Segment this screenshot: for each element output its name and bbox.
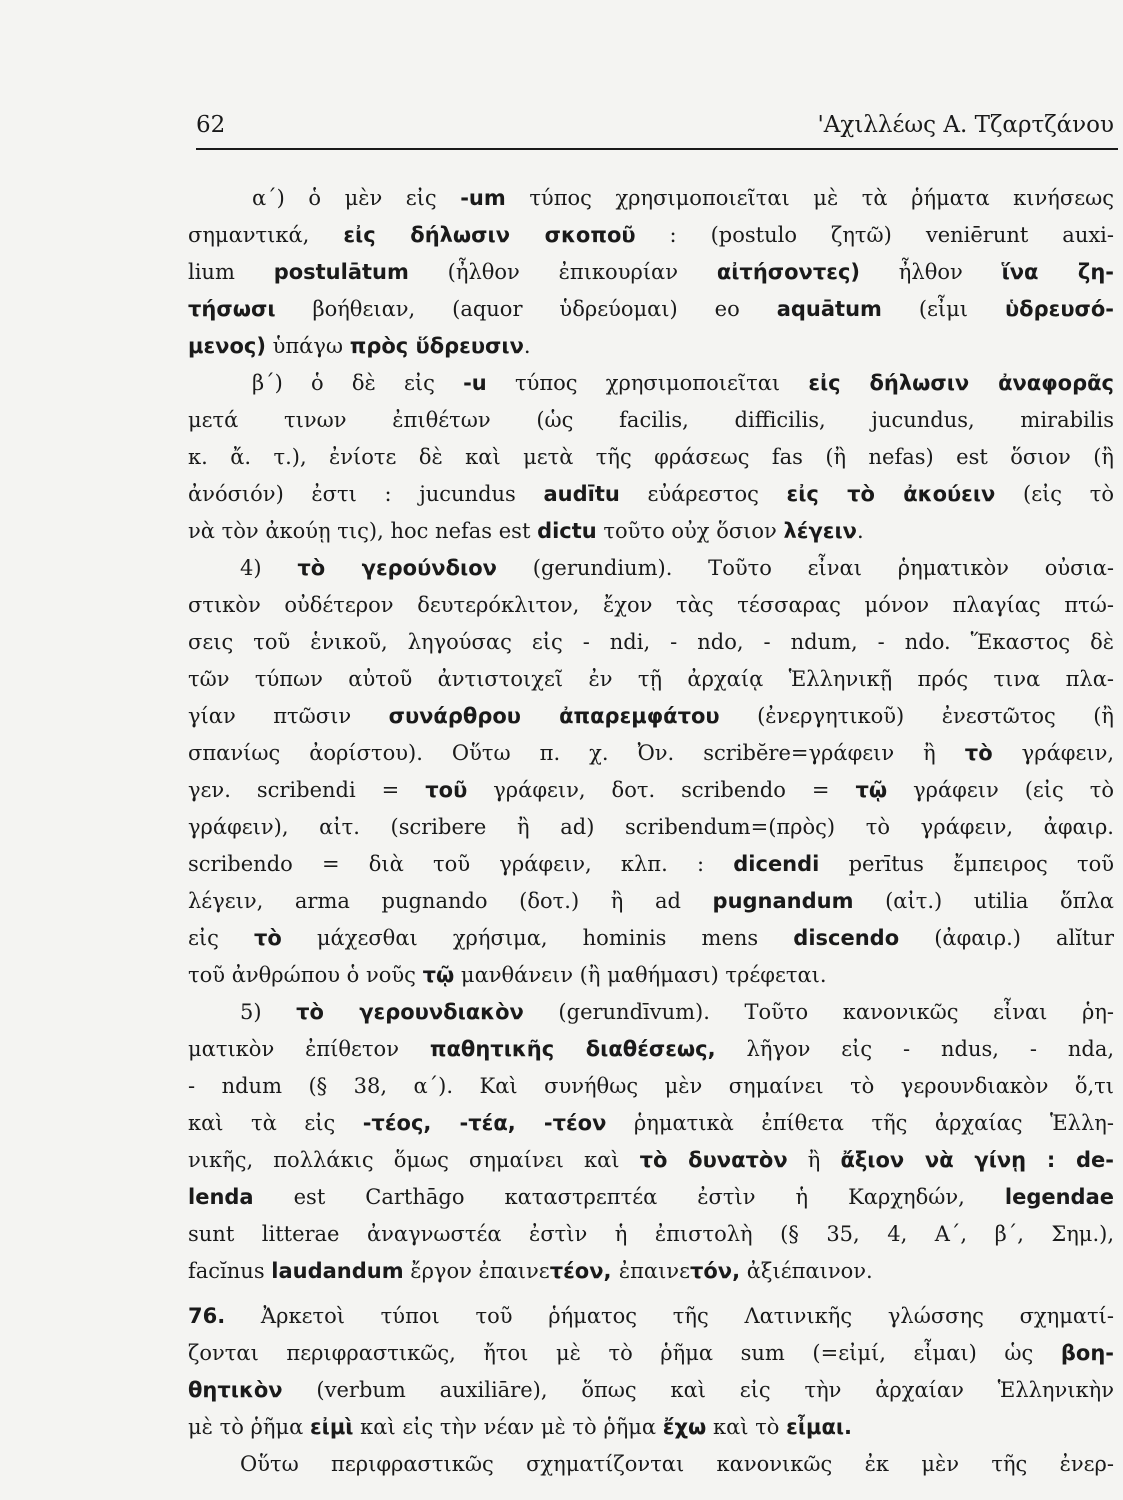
- text-line: [188, 550, 1114, 587]
- text-run: σημαντικά,: [188, 223, 344, 247]
- text-line: [188, 254, 1114, 291]
- text-line: [188, 439, 1114, 476]
- text-line: [188, 624, 1114, 661]
- bold-term: postulātum: [273, 260, 409, 284]
- text-line: [188, 809, 1114, 846]
- text-run: (αἰτ.) utilia ὅπλα: [853, 889, 1114, 913]
- text-run: νὰ τὸν ἀκούῃ τις), hoc nefas est: [188, 519, 538, 543]
- bold-term: τέον,: [549, 1259, 619, 1283]
- bold-term: εἰς δήλωσιν ἀναφορᾶς: [808, 371, 1114, 395]
- bold-term: τὸ γερούνδιον: [297, 556, 497, 580]
- bold-term: εἰς τὸ ἀκούειν: [786, 482, 996, 506]
- bold-term: ὑδρευσό-: [1004, 297, 1114, 321]
- text-line: [188, 1253, 1114, 1290]
- text-run: (ἐνεργητικοῦ) ἐνεστῶτος (ἢ: [719, 704, 1114, 728]
- text-line: [188, 1335, 1114, 1372]
- bold-term: dicendi: [733, 852, 820, 876]
- bold-term: θητικὸν: [188, 1378, 283, 1402]
- text-run: ἦλθον: [860, 260, 1002, 284]
- text-line: [188, 180, 1114, 217]
- text-run: τύπος χρησιμοποιεῖται: [486, 371, 809, 395]
- bold-term: παθητικῆς διαθέσεως,: [429, 1037, 716, 1061]
- text-line: [188, 1446, 1114, 1483]
- text-run: : (postulo ζητῶ) veniērunt auxi-: [635, 223, 1114, 247]
- text-run: facĭnus: [188, 1259, 272, 1283]
- text-run: λῆγον εἰς - ndus, - nda,: [715, 1037, 1114, 1061]
- bold-term: τῷ: [422, 963, 455, 987]
- text-line: [188, 476, 1114, 513]
- bold-term: ἄξιον νὰ γίνῃ : de-: [840, 1148, 1114, 1172]
- text-line: [188, 698, 1114, 735]
- text-line: [188, 513, 1114, 550]
- text-run: εὐάρεστος: [619, 482, 787, 506]
- text-run: (verbum auxiliāre), ὅπως καὶ εἰς τὴν ἀρχαίαν Ἑλληνικὴν: [282, 1378, 1114, 1402]
- text-run: α΄) ὁ μὲν εἰς: [252, 186, 461, 210]
- bold-term: τὸ γερουνδιακὸν: [296, 1000, 524, 1024]
- bold-term: συνάρθρου ἀπαρεμφάτου: [388, 704, 720, 728]
- bold-term: εἰμὶ: [309, 1415, 354, 1439]
- text-line: [188, 994, 1114, 1031]
- text-run: (εἶμι: [881, 297, 1005, 321]
- text-run: ἀνόσιόν) ἐστι : jucundus: [188, 482, 544, 506]
- text-line: [188, 1142, 1114, 1179]
- bold-term: legendae: [1004, 1185, 1114, 1209]
- bold-term: μενος): [188, 334, 266, 358]
- text-run: κ. ἄ. τ.), ἐνίοτε δὲ καὶ μετὰ τῆς φράσεως fas (ἢ nefas) est ὅσιον (ἢ: [188, 445, 1114, 469]
- text-run: - ndum (§ 38, α΄). Καὶ συνήθως μὲν σημαίνει τὸ γερουνδιακὸν ὅ,τι: [188, 1074, 1114, 1098]
- text-run: β΄) ὁ δὲ εἰς: [252, 371, 464, 395]
- text-run: (gerundīvum). Τοῦτο κανονικῶς εἶναι ῥη-: [523, 1000, 1114, 1024]
- body-text: [188, 180, 1114, 1483]
- text-run: εἰς: [188, 926, 254, 950]
- text-run: νικῆς, πολλάκις ὅμως σημαίνει καὶ: [188, 1148, 640, 1172]
- bold-term: lenda: [188, 1185, 254, 1209]
- text-line: [188, 1298, 1114, 1335]
- bold-term: ἔχω: [662, 1415, 707, 1439]
- text-run: σπανίως ἀορίστου). Οὕτω π. χ. Ὀν. scribĕre=γράφειν ἢ: [188, 741, 965, 765]
- text-run: μανθάνειν (ἢ μαθήμασι) τρέφεται.: [454, 963, 827, 987]
- text-line: [188, 772, 1114, 809]
- bold-term: -um: [460, 186, 506, 210]
- text-run: λέγειν, arma pugnando (δοτ.) ἢ ad: [188, 889, 713, 913]
- bold-term: βοη-: [1060, 1341, 1114, 1365]
- bold-term: εἰς δήλωσιν σκοποῦ: [343, 223, 636, 247]
- text-line: [188, 328, 1114, 365]
- bold-term: τὸ: [253, 926, 282, 950]
- text-line: [188, 217, 1114, 254]
- bold-term: τοῦ: [425, 778, 468, 802]
- text-run: ἀξιέπαινον.: [740, 1259, 873, 1283]
- text-run: μάχεσθαι χρήσιμα, hominis mens: [281, 926, 794, 950]
- text-run: Ἀρκετοὶ τύποι τοῦ ῥήματος τῆς Λατινικῆς γλώσσης σχηματί-: [225, 1304, 1114, 1328]
- text-run: τῶν τύπων αὐτοῦ ἀντιστοιχεῖ ἐν τῇ ἀρχαίᾳ Ἑλληνικῇ πρός τινα πλα-: [188, 667, 1114, 691]
- text-line: [188, 1179, 1114, 1216]
- text-run: (ἦλθον ἐπικουρίαν: [408, 260, 717, 284]
- text-line: [188, 1409, 1114, 1446]
- text-line: [188, 1068, 1114, 1105]
- bold-term: εἶμαι.: [786, 1415, 853, 1439]
- text-run: sunt litterae ἀναγνωστέα ἐστὶν ἡ ἐπιστολὴ (§ 35, 4, Α΄, β΄, Σημ.),: [188, 1222, 1114, 1246]
- text-run: scribendo = διὰ τοῦ γράφειν, κλπ. :: [188, 852, 734, 876]
- text-run: μὲ τὸ ῥῆμα: [188, 1415, 310, 1439]
- text-run: μετά τινων ἐπιθέτων (ὡς facilis, difficilis, jucundus, mirabilis: [188, 408, 1114, 432]
- text-line: [188, 920, 1114, 957]
- text-run: ῥηματικὰ ἐπίθετα τῆς ἀρχαίας Ἑλλη-: [606, 1111, 1114, 1135]
- text-run: (gerundium). Τοῦτο εἶναι ῥηματικὸν οὐσια-: [496, 556, 1114, 580]
- text-run: ὑπάγω: [265, 334, 350, 358]
- page-header: [196, 112, 1118, 150]
- bold-term: τήσωσι: [188, 297, 276, 321]
- text-run: ἔργον ἐπαινε: [403, 1259, 550, 1283]
- text-run: τύπος χρησιμοποιεῖται μὲ τὰ ῥήματα κινήσεως: [505, 186, 1114, 210]
- bold-term: aquātum: [776, 297, 882, 321]
- text-line: [188, 1216, 1114, 1253]
- text-run: καὶ τὸ: [706, 1415, 787, 1439]
- bold-term: τόν,: [689, 1259, 741, 1283]
- text-run: est Carthāgo καταστρεπτέα ἐστὶν ἡ Καρχηδών,: [253, 1185, 1005, 1209]
- text-line: [188, 661, 1114, 698]
- bold-term: -u: [463, 371, 487, 395]
- bold-term: λέγειν: [783, 519, 857, 543]
- text-line: [188, 1372, 1114, 1409]
- text-run: 4): [240, 556, 298, 580]
- bold-term: -τέος, -τέα, -τέον: [362, 1111, 607, 1135]
- bold-term: πρὸς ὕδρευσιν: [349, 334, 524, 358]
- bold-term: τὸ δυνατὸν: [639, 1148, 788, 1172]
- bold-term: audītu: [543, 482, 620, 506]
- text-line: [188, 587, 1114, 624]
- text-line: [188, 735, 1114, 772]
- text-line: [188, 1105, 1114, 1142]
- text-run: (ἀφαιρ.) alĭtur: [899, 926, 1114, 950]
- text-run: ματικὸν ἐπίθετον: [188, 1037, 430, 1061]
- text-run: (εἰς τὸ: [995, 482, 1114, 506]
- page-number: 62: [196, 112, 226, 138]
- text-line: [188, 846, 1114, 883]
- text-run: 5): [240, 1000, 297, 1024]
- text-run: γίαν πτῶσιν: [188, 704, 389, 728]
- bold-term: τῷ: [855, 778, 888, 802]
- bold-term: pugnandum: [712, 889, 854, 913]
- text-run: γράφειν,: [992, 741, 1114, 765]
- text-run: τοῦτο οὐχ ὅσιον: [596, 519, 784, 543]
- text-run: στικὸν οὐδέτερον δευτερόκλιτον, ἔχον τὰς τέσσαρας μόνον πλαγίας πτώ-: [188, 593, 1114, 617]
- text-line: [188, 365, 1114, 402]
- text-run: βοήθειαν, (aquor ὑδρεύομαι) eo: [275, 297, 777, 321]
- text-run: καὶ τὰ εἰς: [188, 1111, 363, 1135]
- bold-term: ἵνα ζη-: [1001, 260, 1114, 284]
- bold-term: dictu: [537, 519, 597, 543]
- text-run: γράφειν (εἰς τὸ: [887, 778, 1114, 802]
- text-line: [188, 1031, 1114, 1068]
- bold-term: τὸ: [964, 741, 993, 765]
- bold-term: laudandum: [271, 1259, 404, 1283]
- text-line: [188, 291, 1114, 328]
- text-line: [188, 402, 1114, 439]
- bold-term: 76.: [188, 1304, 226, 1328]
- text-run: τοῦ ἀνθρώπου ὁ νοῦς: [188, 963, 423, 987]
- text-line: [188, 883, 1114, 920]
- text-run: γράφειν, δοτ. scribendo =: [467, 778, 856, 802]
- text-run: ἢ: [787, 1148, 841, 1172]
- text-run: perītus ἔμπειρος τοῦ: [819, 852, 1114, 876]
- text-run: σεις τοῦ ἑνικοῦ, ληγούσας εἰς - ndi, - ndo, - ndum, - ndo. Ἕκαστος δὲ: [188, 630, 1114, 654]
- text-run: .: [523, 334, 531, 358]
- text-run: lium: [188, 260, 274, 284]
- running-head: 'Αχιλλέως Α. Τζαρτζάνου: [817, 112, 1114, 138]
- text-run: ἐπαινε: [618, 1259, 690, 1283]
- bold-term: discendo: [793, 926, 900, 950]
- text-run: Οὕτω περιφραστικῶς σχηματίζονται κανονικῶς ἐκ μὲν τῆς ἐνερ-: [240, 1452, 1114, 1476]
- text-run: .: [856, 519, 864, 543]
- text-run: ζονται περιφραστικῶς, ἤτοι μὲ τὸ ῥῆμα sum (=εἰμί, εἶμαι) ὡς: [188, 1341, 1061, 1365]
- text-run: γεν. scribendi =: [188, 778, 426, 802]
- bold-term: αἰτήσοντες): [716, 260, 860, 284]
- text-line: [188, 957, 1114, 994]
- text-run: γράφειν), αἰτ. (scribere ἢ ad) scribendum=(πρὸς) τὸ γράφειν, ἀφαιρ.: [188, 815, 1114, 839]
- text-run: καὶ εἰς τὴν νέαν μὲ τὸ ῥῆμα: [353, 1415, 663, 1439]
